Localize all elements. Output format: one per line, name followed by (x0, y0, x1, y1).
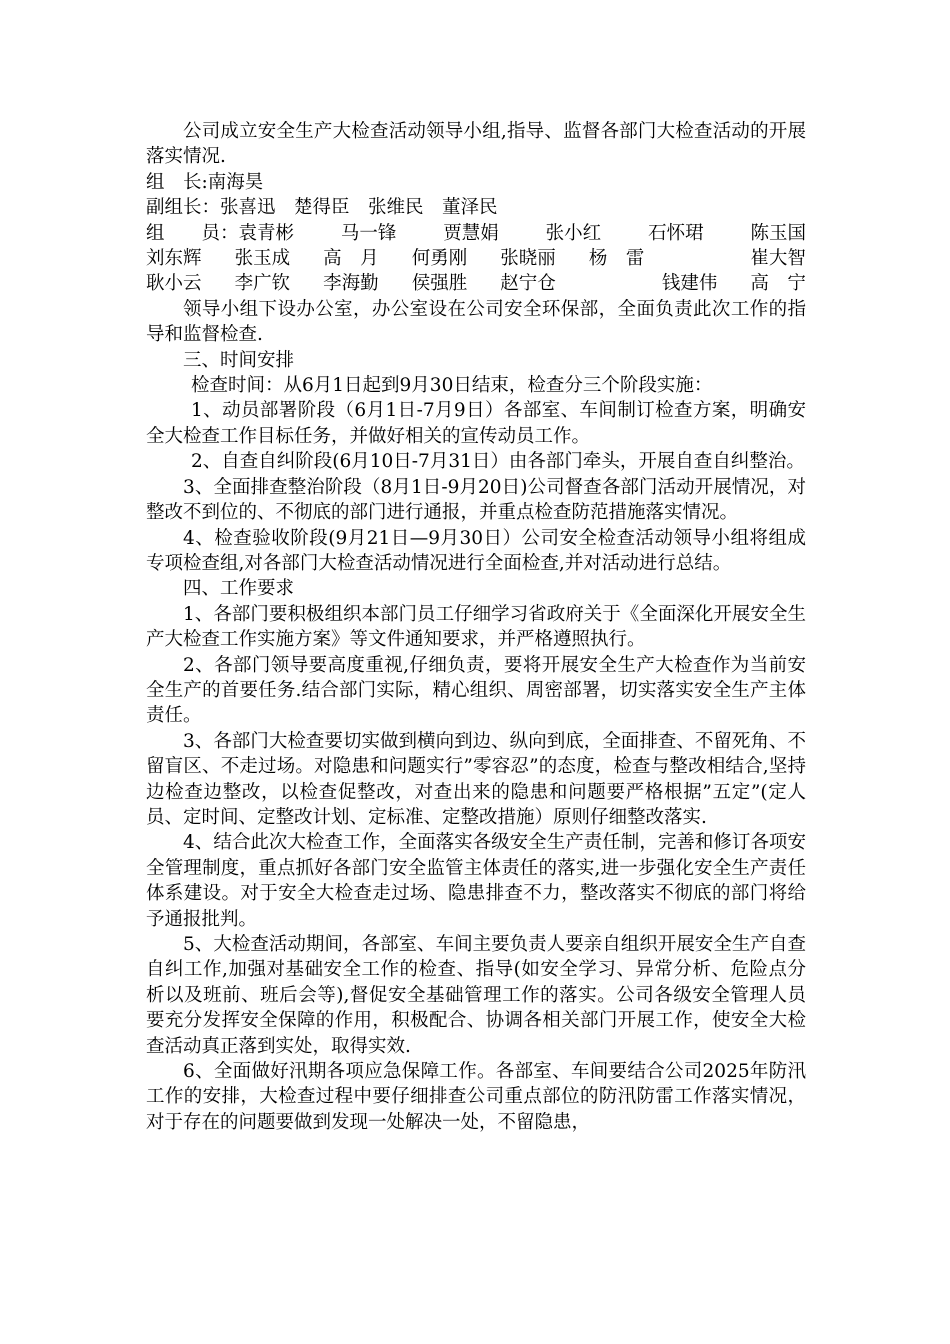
document-body (146, 119, 806, 1135)
requirement-1-paragraph: 1、各部门要积极组织本部门员工仔细学习省政府关于《全面深化开展安全生产大检查工作实施方案》等文件通知要求，并严格遵照执行。 (146, 603, 806, 651)
schedule-intro: 检查时间：从6月1日起到9月30日结束，检查分三个阶段实施： (191, 375, 713, 397)
section-3-heading: 三、时间安排 (183, 349, 295, 371)
members-row-1 (146, 221, 806, 246)
intro-paragraph: 公司成立安全生产大检查活动领导小组,指导、监督各部门大检查活动的开展落实情况. (146, 121, 806, 168)
member-name: 侯强胜 (411, 273, 468, 295)
member-name: 刘东辉 (146, 248, 202, 270)
member-name: 耿小云 (146, 273, 202, 295)
phase-4-paragraph: 4、检查验收阶段(9月21日—9月30日）公司安全检查活动领导小组将组成专项检查组,对各部门大检查活动情况进行全面检查,并对活动进行总结。 (146, 527, 806, 574)
blank-slot (677, 246, 717, 271)
member-name: 贾慧娟 (443, 222, 499, 244)
member-name: 张玉成 (234, 248, 291, 270)
member-name: 张晓丽 (500, 248, 556, 270)
member-name: 钱建伟 (661, 273, 718, 295)
members-row-3 (146, 271, 806, 296)
section-4-heading: 四、工作要求 (183, 578, 295, 600)
requirement-3-paragraph: 3、各部门大检查要切实做到横向到边、纵向到底，全面排查、不留死角、不留盲区、不走过场。对隐患和问题实行”零容忍”的态度，检查与整改相结合,坚持边检查边整改，以检查促整改，对查出来的隐患和问题要严格根据”五定”(定人员、定时间、定整改计划、定标准、定整改措施）原则仔细整改落实. (146, 730, 806, 828)
deputy-leaders-line: 副组长：张喜迅 楚得臣 张维民 董泽民 (146, 197, 498, 219)
requirement-5-paragraph: 5、大检查活动期间，各部室、车间主要负责人要亲自组织开展安全生产自查自纠工作,加强对基础安全工作的检查、指导(如安全学习、异常分析、危险点分析以及班前、班后会等),督促安全基础管理工作的落实。公司各级安全管理人员要充分发挥安全保障的作用，积极配合、协调各相关部门开展工作，使安全大检查活动真正落到实处，取得实效. (146, 934, 806, 1057)
member-name: 何勇刚 (411, 248, 468, 270)
member-name: 高 月 (323, 248, 379, 270)
member-name: 石怀珺 (648, 222, 704, 244)
requirement-2-paragraph: 2、各部门领导要高度重视,仔细负责，要将开展安全生产大检查作为当前安全生产的首要任务.结合部门实际，精心组织、周密部署，切实落实安全生产主体责任。 (146, 654, 806, 727)
leader-line: 组 长:南海昊 (146, 171, 264, 193)
member-name: 杨 雷 (588, 248, 645, 270)
phase-1-paragraph: 1、动员部署阶段（6月1日-7月9日）各部室、车间制订检查方案，明确安全大检查工作目标任务，并做好相关的宣传动员工作。 (146, 400, 806, 447)
phase-2-paragraph: 2、自查自纠阶段(6月10日-7月31日）由各部门牵头，开展自查自纠整治。 (191, 451, 805, 473)
member-name: 马一锋 (340, 222, 397, 244)
member-name: 李海勤 (323, 273, 379, 295)
member-name: 陈玉国 (750, 222, 806, 244)
blank-slot (589, 271, 629, 296)
member-name: 高 宁 (750, 273, 806, 295)
phase-3-paragraph: 3、全面排查整治阶段（8月1日-9月20日)公司督查各部门活动开展情况，对整改不到位的、不彻底的部门进行通报，并重点检查防范措施落实情况。 (146, 476, 806, 524)
member-name: 赵宁仓 (500, 273, 556, 295)
members-row-2 (146, 246, 806, 271)
office-paragraph: 领导小组下设办公室，办公室设在公司安全环保部，全面负责此次工作的指导和监督检查. (146, 298, 806, 346)
member-name: 李广钦 (234, 273, 291, 295)
member-name: 组 员：袁青彬 (146, 222, 295, 244)
member-name: 张小红 (545, 222, 602, 244)
requirement-4-paragraph: 4、结合此次大检查工作，全面落实各级安全生产责任制，完善和修订各项安全管理制度，重点抓好各部门安全监管主体责任的落实,进一步强化安全生产责任体系建设。对于安全大检查走过场、隐患排查不力，整改落实不彻底的部门将给予通报批判。 (146, 832, 806, 930)
requirement-6-paragraph: 6、全面做好汛期各项应急保障工作。各部室、车间要结合公司2025年防汛工作的安排，大检查过程中要仔细排查公司重点部位的防汛防雷工作落实情况，对于存在的问题要做到发现一处解决一处，不留隐患， (146, 1061, 806, 1133)
member-name: 崔大智 (750, 248, 806, 270)
